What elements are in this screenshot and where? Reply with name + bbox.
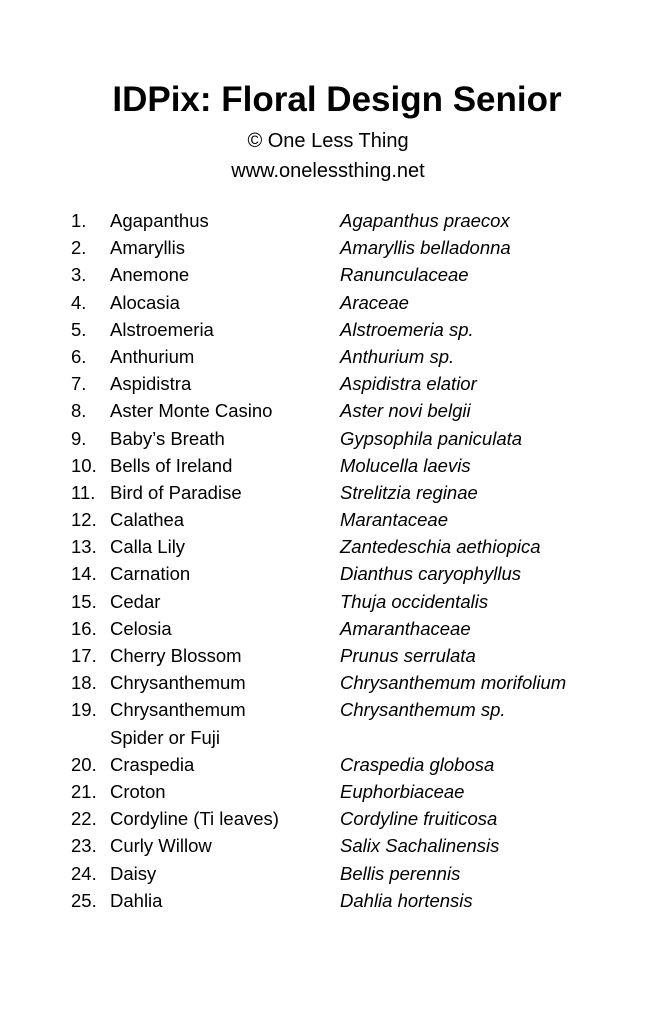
- list-item: [0, 343, 656, 370]
- scientific-name: Strelitzia reginae: [340, 481, 478, 503]
- list-item: [0, 506, 656, 533]
- item-number: 3.: [71, 264, 87, 286]
- item-number: 10.: [71, 454, 97, 476]
- common-name: Amaryllis: [110, 237, 186, 259]
- list-item: [0, 778, 656, 805]
- common-name: Cherry Blossom: [110, 645, 242, 666]
- scientific-name: Cordyline fruiticosa: [340, 808, 498, 830]
- scientific-name: Chrysanthemum sp.: [340, 699, 506, 721]
- scientific-name: Agapanthus praecox: [340, 210, 510, 231]
- scientific-name: Aster novi belgii: [340, 400, 471, 422]
- page-title: IDPix: Floral Design Senior: [112, 80, 562, 119]
- item-number: 1.: [71, 210, 87, 231]
- item-number: 11.: [71, 481, 96, 503]
- common-name: Aspidistra: [110, 373, 192, 395]
- item-number: 16.: [71, 617, 97, 639]
- scientific-name: Euphorbiaceae: [340, 780, 465, 802]
- scientific-name: Prunus serrulata: [340, 645, 476, 666]
- list-item: [0, 452, 656, 479]
- scientific-name: Craspedia globosa: [340, 753, 495, 775]
- list-item: [0, 207, 656, 234]
- common-name: Agapanthus: [110, 210, 209, 231]
- scientific-name: Bellis perennis: [340, 862, 461, 884]
- item-number: 2.: [71, 237, 87, 259]
- list-item: [0, 397, 656, 424]
- common-name: Craspedia: [110, 753, 195, 775]
- common-name: Aster Monte Casino: [110, 400, 273, 422]
- item-number: 12.: [71, 509, 97, 531]
- common-name: Croton: [110, 780, 166, 802]
- list-item: [0, 316, 656, 343]
- list-item: [0, 751, 656, 778]
- common-name: Anemone: [110, 264, 190, 286]
- item-number: 20.: [71, 753, 97, 775]
- item-number: 15.: [71, 590, 97, 612]
- common-name: Calla Lily: [110, 536, 186, 558]
- list-item: [0, 289, 656, 316]
- scientific-name: Chrysanthemum morifolium: [340, 672, 567, 694]
- common-name-line-1: Chrysanthemum: [110, 699, 246, 721]
- scientific-name: Dianthus caryophyllus: [340, 563, 521, 585]
- list-item: [0, 887, 656, 914]
- list-item: [0, 234, 656, 261]
- website-url: www.onelessthing.net: [231, 160, 425, 182]
- list-item: [0, 261, 656, 288]
- common-name: Dahlia: [110, 889, 163, 911]
- common-name: Anthurium: [110, 345, 195, 367]
- common-name: Chrysanthemum: [110, 672, 246, 694]
- common-name: Curly Willow: [110, 835, 212, 857]
- item-number: 5.: [71, 318, 87, 340]
- list-item: [0, 805, 656, 832]
- scientific-name: Dahlia hortensis: [340, 889, 473, 911]
- common-name-line-2: Spider or Fuji: [110, 726, 221, 748]
- scientific-name: Alstroemeria sp.: [340, 318, 474, 340]
- item-number: 24.: [71, 862, 97, 884]
- scientific-name: Gypsophila paniculata: [340, 427, 523, 449]
- item-number: 22.: [71, 808, 97, 830]
- scientific-name: Aspidistra elatior: [340, 373, 477, 395]
- item-number: 7.: [71, 373, 87, 395]
- list-item: [0, 615, 656, 642]
- item-number: 13.: [71, 536, 97, 558]
- common-name: Daisy: [110, 862, 157, 884]
- scientific-name: Amaryllis belladonna: [340, 237, 511, 259]
- item-number: 25.: [71, 889, 97, 911]
- common-name: Alstroemeria: [110, 318, 214, 340]
- item-number: 9.: [71, 427, 87, 449]
- common-name: Bells of Ireland: [110, 454, 233, 476]
- common-name: Baby’s Breath: [110, 427, 225, 449]
- common-name: Celosia: [110, 617, 172, 639]
- item-number: 4.: [71, 291, 87, 313]
- list-item: [0, 533, 656, 560]
- scientific-name: Salix Sachalinensis: [340, 835, 500, 857]
- scientific-name: Molucella laevis: [340, 454, 471, 476]
- list-item: [0, 642, 656, 669]
- item-number: 23.: [71, 835, 97, 857]
- item-number: 6.: [71, 345, 87, 367]
- list-item: [0, 669, 656, 696]
- common-name: Bird of Paradise: [110, 481, 242, 503]
- item-number: 14.: [71, 563, 97, 585]
- common-name: Carnation: [110, 563, 191, 585]
- scientific-name: Thuja occidentalis: [340, 590, 489, 612]
- item-number: 17.: [71, 645, 97, 666]
- item-number: 18.: [71, 672, 97, 694]
- item-number: 21.: [71, 780, 97, 802]
- list-item: [0, 425, 656, 452]
- common-name: [110, 696, 335, 750]
- item-number: 8.: [71, 400, 87, 422]
- list-item: [0, 479, 656, 506]
- common-name: Alocasia: [110, 291, 180, 313]
- list-item: [0, 696, 656, 750]
- plant-list: [0, 207, 656, 914]
- scientific-name: Zantedeschia aethiopica: [340, 536, 541, 558]
- common-name: Cordyline (Ti leaves): [110, 808, 279, 830]
- scientific-name: Anthurium sp.: [340, 345, 455, 367]
- list-item: [0, 588, 656, 615]
- copyright-line: © One Less Thing: [247, 130, 409, 152]
- scientific-name: Amaranthaceae: [340, 617, 471, 639]
- list-item: [0, 860, 656, 887]
- common-name: Cedar: [110, 590, 161, 612]
- item-number: 19.: [71, 699, 97, 721]
- scientific-name: Ranunculaceae: [340, 264, 469, 286]
- scientific-name: Marantaceae: [340, 509, 448, 531]
- common-name: Calathea: [110, 509, 185, 531]
- list-item: [0, 832, 656, 859]
- list-item: [0, 560, 656, 587]
- list-item: [0, 370, 656, 397]
- scientific-name: Araceae: [340, 291, 409, 313]
